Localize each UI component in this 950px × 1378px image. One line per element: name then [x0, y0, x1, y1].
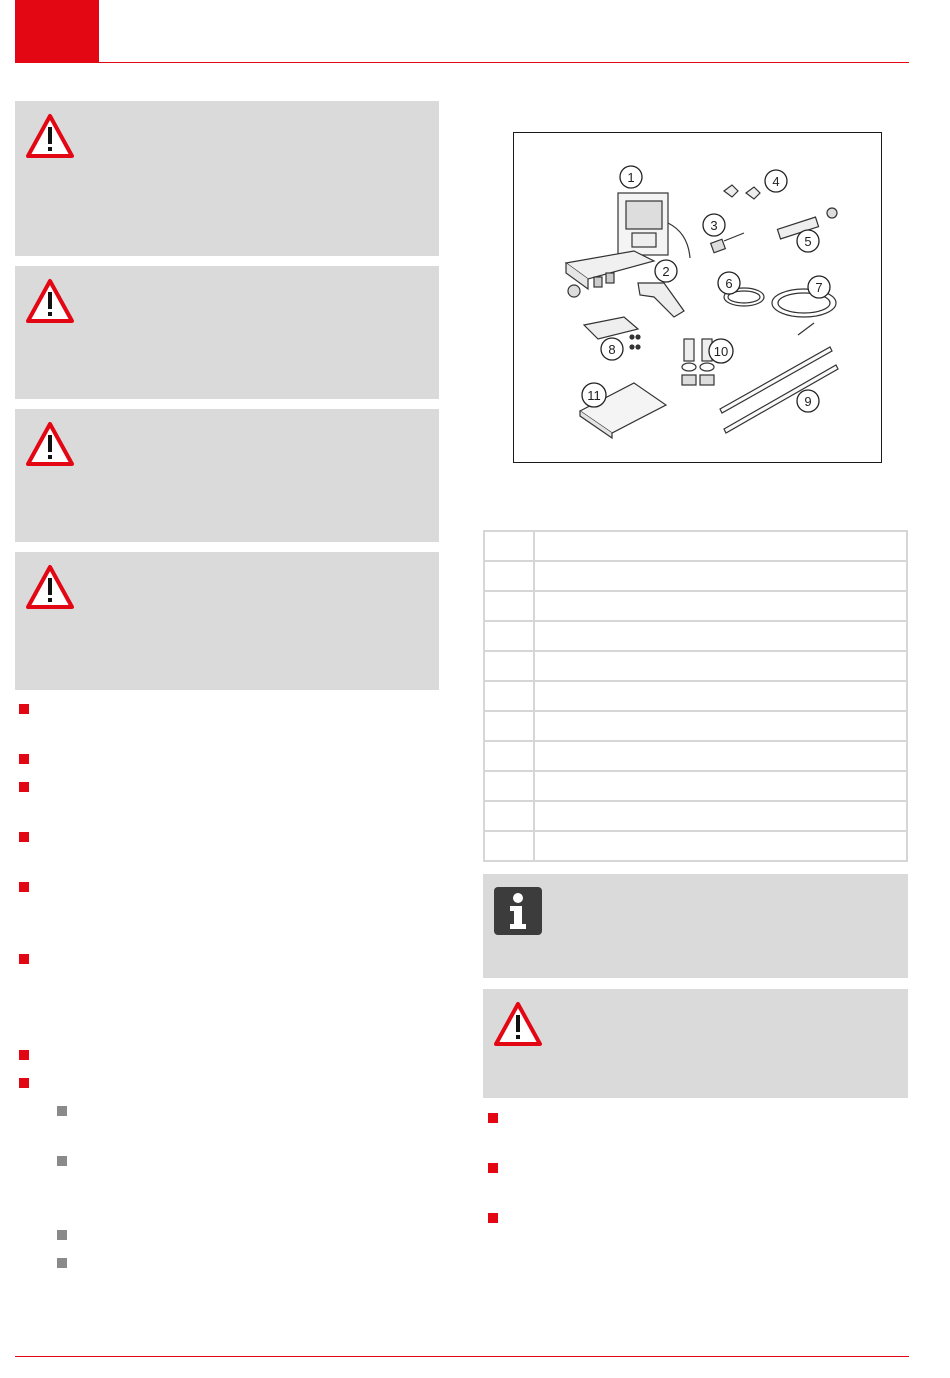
- warning-box-3: [15, 409, 439, 542]
- info-note-box: [483, 874, 908, 978]
- bullet-marker: [19, 1050, 29, 1060]
- table-cell: [484, 651, 534, 681]
- warning-triangle-icon: [25, 278, 75, 324]
- warning-triangle-icon: [25, 113, 75, 159]
- table-row: [484, 771, 907, 801]
- warning-triangle-icon: [25, 564, 75, 610]
- parts-table: [483, 530, 908, 862]
- part-bolts: [682, 339, 714, 385]
- table-row: [484, 651, 907, 681]
- table-row: [484, 621, 907, 651]
- table-cell: [484, 711, 534, 741]
- footer-rule: [15, 1356, 909, 1357]
- callout-label: 3: [710, 218, 718, 233]
- table-cell: [484, 831, 534, 861]
- bullet-marker: [19, 882, 29, 892]
- warning-box-right: [483, 989, 908, 1098]
- table-cell: [534, 651, 907, 681]
- bullet-marker: [19, 832, 29, 842]
- table-cell: [484, 801, 534, 831]
- table-cell: [484, 531, 534, 561]
- warning-triangle-icon: [25, 421, 75, 467]
- table-cell: [534, 711, 907, 741]
- callout-label: 1: [627, 170, 635, 185]
- bullet-marker: [19, 954, 29, 964]
- part-bracket: [638, 283, 684, 317]
- parts-figure: [513, 132, 882, 463]
- callout-label: 6: [725, 276, 733, 291]
- table-cell: [534, 621, 907, 651]
- table-cell: [484, 621, 534, 651]
- callout-label: 8: [608, 342, 616, 357]
- sub-bullet-marker: [57, 1156, 67, 1166]
- bullet-marker: [19, 704, 29, 714]
- table-row: [484, 561, 907, 591]
- callout-label: 2: [662, 264, 670, 279]
- bullet-marker: [488, 1163, 498, 1173]
- bullet-marker: [19, 782, 29, 792]
- bullet-marker: [19, 1078, 29, 1088]
- table-cell: [484, 771, 534, 801]
- callout-label: 4: [772, 174, 780, 189]
- callout-label: 11: [587, 388, 601, 403]
- table-row: [484, 831, 907, 861]
- callout-label: 7: [815, 280, 823, 295]
- table-row: [484, 801, 907, 831]
- chapter-tab-block: [15, 0, 99, 62]
- parts-illustration: [514, 133, 881, 462]
- table-cell: [534, 531, 907, 561]
- table-row: [484, 591, 907, 621]
- header-rule: [15, 62, 909, 63]
- bullet-marker: [488, 1213, 498, 1223]
- warning-triangle-icon: [493, 1001, 543, 1047]
- table-row: [484, 681, 907, 711]
- bullet-marker: [19, 754, 29, 764]
- table-cell: [534, 801, 907, 831]
- table-cell: [534, 771, 907, 801]
- sub-bullet-marker: [57, 1258, 67, 1268]
- table-row: [484, 531, 907, 561]
- table-cell: [534, 831, 907, 861]
- warning-box-4: [15, 552, 439, 690]
- table-cell: [484, 591, 534, 621]
- table-cell: [534, 561, 907, 591]
- sub-bullet-marker: [57, 1230, 67, 1240]
- warning-box-1: [15, 101, 439, 256]
- table-cell: [484, 561, 534, 591]
- callout-label: 5: [804, 234, 812, 249]
- table-cell: [534, 741, 907, 771]
- bullet-marker: [488, 1113, 498, 1123]
- table-cell: [534, 681, 907, 711]
- part-cable-ties: [720, 347, 838, 433]
- table-row: [484, 711, 907, 741]
- sub-bullet-marker: [57, 1106, 67, 1116]
- table-cell: [534, 591, 907, 621]
- part-wing-nuts: [724, 185, 760, 199]
- table-row: [484, 741, 907, 771]
- callout-label: 9: [804, 394, 812, 409]
- table-cell: [484, 741, 534, 771]
- info-icon: [493, 886, 543, 936]
- part-control-unit: [566, 193, 690, 297]
- callout-label: 10: [713, 344, 729, 359]
- warning-box-2: [15, 266, 439, 399]
- table-cell: [484, 681, 534, 711]
